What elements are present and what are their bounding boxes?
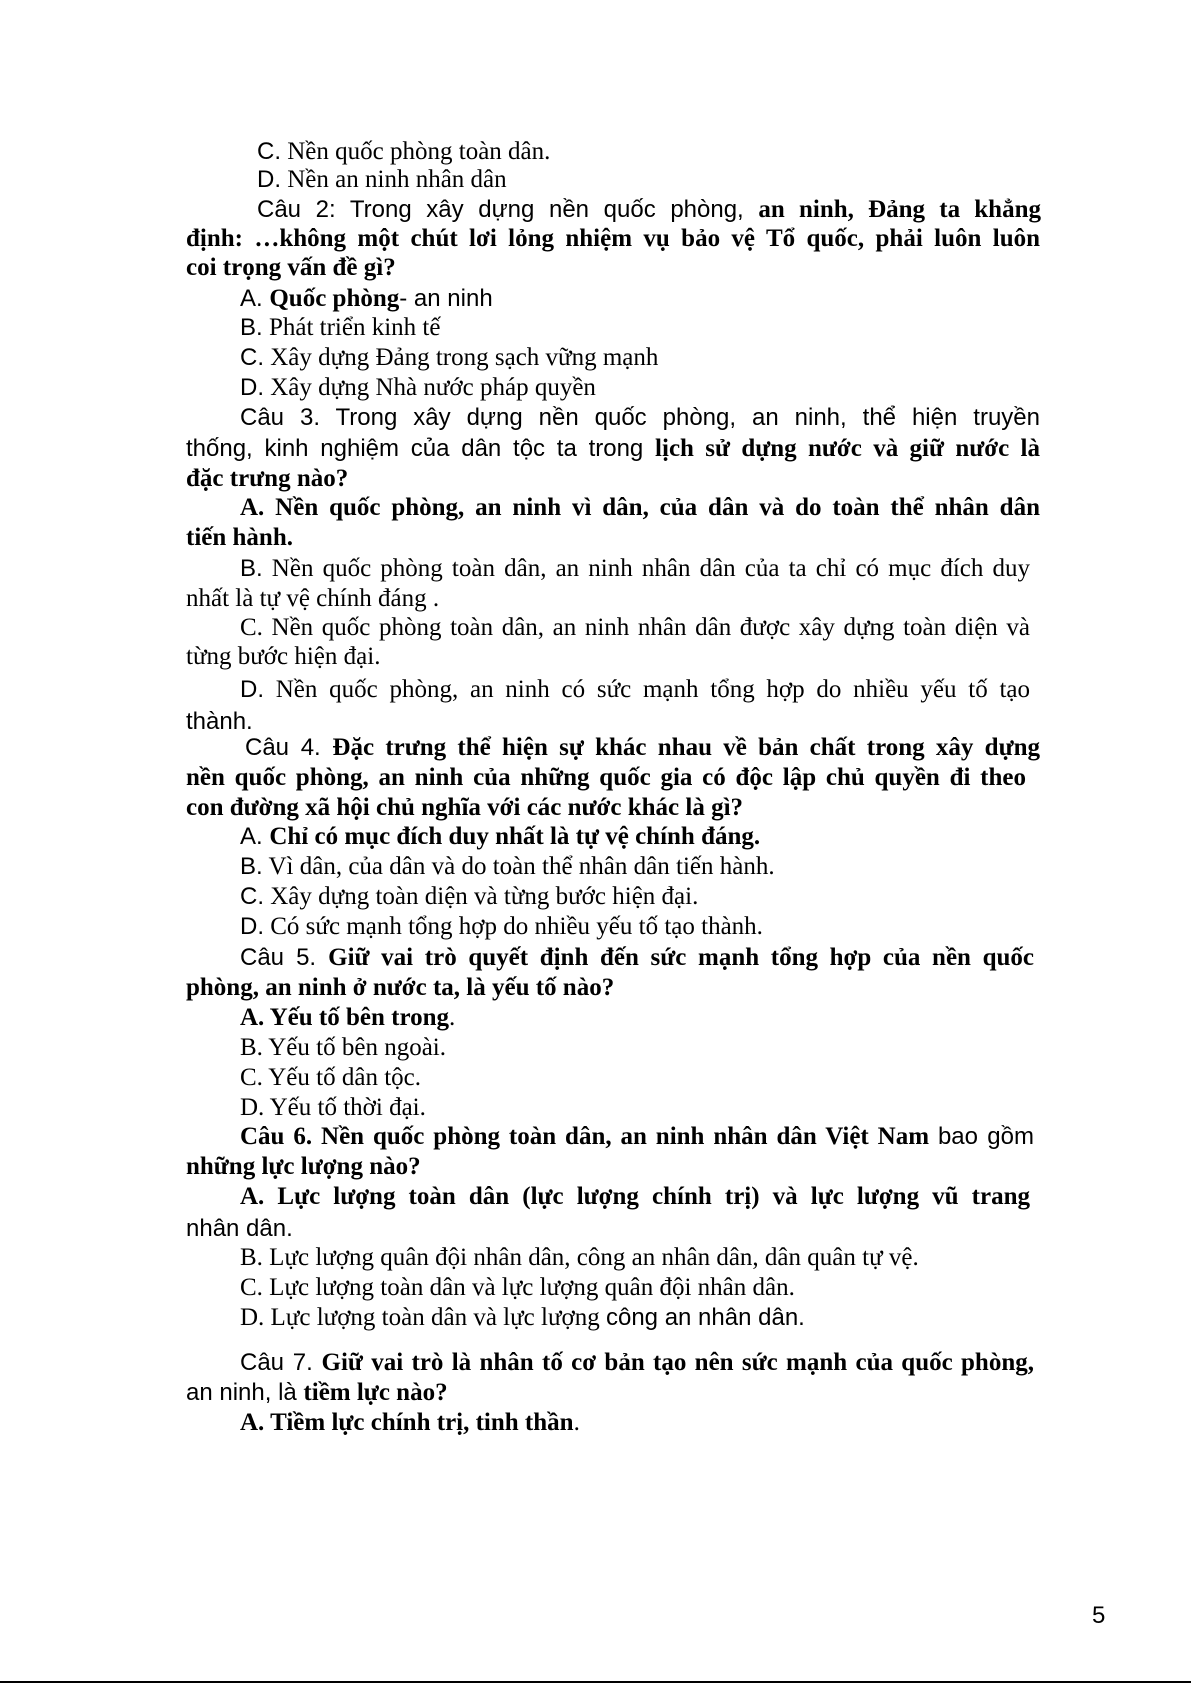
text-line [240,1243,919,1273]
text-run: lịch sử dựng nước và giữ nước là [655,435,1040,462]
text-line [240,912,763,942]
text-run: từng bước hiện đại. [186,643,381,670]
text-run: Giữ vai trò là nhân tố cơ bản tạo nên sức mạnh của quốc phòng, [321,1349,1034,1376]
text-line [240,403,1040,433]
text-line [240,373,596,403]
text-run: B. Yếu tố bên ngoài. [240,1034,446,1061]
text-line [186,707,253,737]
text-run: C. Nền quốc phòng toàn dân, an ninh nhân dân được xây dựng toàn diện và [240,614,1030,641]
text-run: Nền quốc phòng, an ninh có sức mạnh tổng hợp do nhiều yếu tố tạo [264,676,1030,703]
text-run: Nền quốc phòng toàn dân. [281,138,551,165]
text-run: phòng, an ninh ở nước ta, là yếu tố nào? [186,974,615,1001]
text-run: Câu 3. Trong xây dựng nền quốc phòng, an ninh, thể hiện truyền [240,404,1040,431]
text-run: thành. [186,708,253,735]
text-run: C. Yếu tố dân tộc. [240,1064,421,1091]
text-run: B. [240,555,263,582]
text-line [240,1003,455,1033]
text-line [240,613,1030,643]
text-run: an ninh, Đảng ta khẳng [758,196,1041,223]
text-run: Đặc trưng thể hiện sự khác nhau về bản chất trong xây dựng [332,734,1040,761]
text-line [240,1122,1034,1152]
text-line [240,284,493,314]
text-run: C. [257,138,281,165]
text-line [240,1408,580,1438]
text-run: D. [240,374,264,401]
text-line [186,523,293,553]
text-run: D. [240,676,264,703]
text-line [245,733,1040,763]
text-run: Vì dân, của dân và do toàn thể nhân dân tiến hành. [262,853,775,880]
text-run: C. Lực lượng toàn dân và lực lượng quân đội nhân dân. [240,1274,795,1301]
text-line [240,1182,1030,1212]
text-run: . [449,1004,456,1031]
text-run: Xây dựng toàn diện và từng bước hiện đại. [264,883,699,910]
text-run: A. Yếu tố bên trong [240,1004,450,1031]
text-line [186,642,380,672]
text-run: công an nhân dân. [605,1304,805,1331]
text-run: Câu 5. [240,944,329,971]
text-run: - an ninh [399,285,493,312]
text-run: Chỉ có mục đích duy nhất là tự vệ chính đáng. [269,823,761,850]
text-run: Nền quốc phòng toàn dân, an ninh nhân dân của ta chỉ có mục đích duy [262,555,1030,582]
text-line [186,434,1040,464]
text-line [240,1303,805,1333]
page-number: 5 [1092,1602,1106,1629]
text-run: A. Lực lượng toàn dân (lực lượng chính trị) và lực lượng vũ trang [240,1183,1030,1210]
text-line [240,343,658,373]
text-line [186,1152,421,1182]
text-run: nhất là tự vệ chính đáng . [186,585,440,612]
text-line [240,822,760,852]
text-line [186,1378,448,1408]
text-run: đặc trưng nào? [186,465,349,492]
text-run: . [573,1409,580,1436]
text-run: Câu 6. Nền quốc phòng toàn dân, an ninh nhân dân Việt Nam [240,1123,938,1150]
text-line [186,793,743,823]
text-line [240,1063,421,1093]
text-run: tiến hành. [186,524,293,551]
text-run: Có sức mạnh tổng hợp do nhiều yếu tố tạo thành. [264,913,763,940]
text-line [240,1348,1034,1378]
text-run: A. Tiềm lực chính trị, tinh thần [240,1409,574,1436]
text-run: Giữ vai trò quyết định đến sức mạnh tổng hợp của nền quốc [328,944,1034,971]
text-run: D. [240,913,264,940]
text-line [240,554,1030,584]
text-line [257,165,507,195]
text-run: nhân dân. [186,1215,293,1242]
text-run: B. [240,853,263,880]
text-run: nền quốc phòng, an ninh của những quốc gia có độc lập chủ quyền đi theo [186,764,1026,791]
text-run: con đường xã hội chủ nghĩa với các nước khác là gì? [186,794,744,821]
text-run: Xây dựng Đảng trong sạch vững mạnh [264,344,659,371]
text-run: định: …không một chút lơi lỏng nhiệm vụ bảo vệ Tổ quốc, phải luôn luôn [186,225,1040,252]
text-run: B. Lực lượng quân đội nhân dân, công an nhân dân, dân quân tự vệ. [240,1244,919,1271]
text-run: coi trọng vấn đề gì? [186,254,396,281]
text-run: B. [240,314,263,341]
text-run: Quốc phòng [269,285,400,312]
text-run: bao gồm [937,1123,1034,1150]
text-line [240,882,698,912]
text-run: những lực lượng nào? [186,1153,421,1180]
text-line [186,224,1040,254]
text-line [240,1033,446,1063]
text-line [257,195,1041,225]
text-line [186,253,396,283]
text-run: D. [257,166,281,193]
text-run: Câu 4. [245,734,333,761]
text-run: Câu 7. [240,1349,322,1376]
text-run: C. [240,883,264,910]
text-run: C. [240,344,264,371]
text-run: D. Lực lượng toàn dân và lực lượng [240,1304,606,1331]
text-run: D. Yếu tố thời đại. [240,1094,426,1121]
text-line [240,493,1040,523]
text-run: tiềm lực nào? [303,1379,448,1406]
text-run: an ninh, là [186,1379,304,1406]
text-line [240,675,1030,705]
text-run: A. [240,823,270,850]
text-line [240,313,440,343]
text-run: Câu 2: Trong xây dựng nền quốc phòng, [257,196,759,223]
text-line [240,852,775,882]
text-run: thống, kinh nghiệm của dân tộc ta trong [186,435,656,462]
text-line [186,763,1026,793]
text-run: A. [240,285,270,312]
text-line [240,1093,426,1123]
text-line [186,973,614,1003]
text-line [186,1214,293,1244]
text-line [257,137,550,167]
text-line [186,584,439,614]
text-run: Nền an ninh nhân dân [281,166,507,193]
text-line [240,1273,795,1303]
text-run: Xây dựng Nhà nước pháp quyền [264,374,596,401]
text-run: Phát triển kinh tế [262,314,441,341]
text-line [240,943,1034,973]
text-run: A. Nền quốc phòng, an ninh vì dân, của dân và do toàn thể nhân dân [240,494,1040,521]
text-line [186,464,348,494]
footer-rule [0,1681,1191,1683]
